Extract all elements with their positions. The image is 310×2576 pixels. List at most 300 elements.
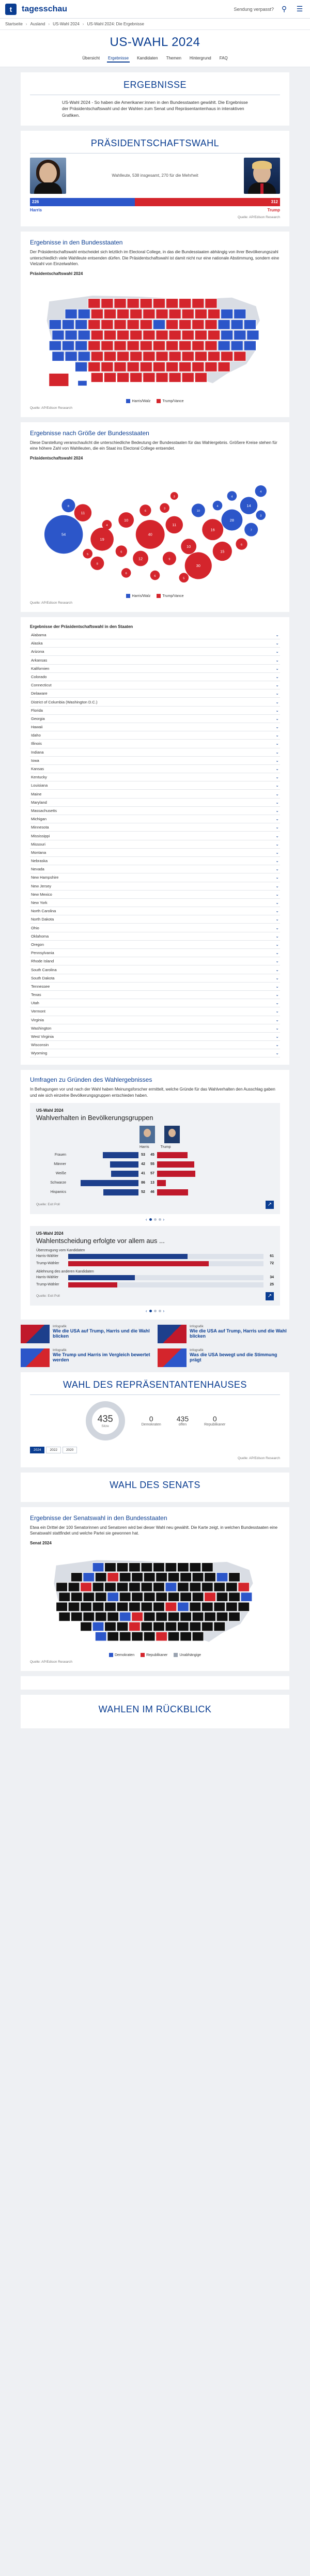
state-name: Connecticut xyxy=(31,683,52,688)
state-row[interactable] xyxy=(30,965,280,974)
graphic-title: Wahlverhalten in Bevölkerungsgruppen xyxy=(36,1113,153,1122)
house-title: WAHL DES REPRÄSENTANTENHAUSES xyxy=(30,1379,280,1395)
state-row[interactable] xyxy=(30,656,280,664)
presidential-title: PRÄSIDENTSCHAFTSWAHL xyxy=(30,138,280,154)
states-accordion xyxy=(30,631,280,1058)
dem-electoral-bar xyxy=(30,198,135,206)
state-row[interactable] xyxy=(30,815,280,823)
state-row[interactable] xyxy=(30,698,280,706)
survey-heading: Umfragen zu Gründen des Wahlergebnisses xyxy=(30,1076,152,1084)
state-row[interactable] xyxy=(30,665,280,673)
state-name: Rhode Island xyxy=(31,959,54,964)
demographic-row xyxy=(36,1170,274,1178)
state-shape xyxy=(56,1602,68,1611)
state-shape xyxy=(95,1592,106,1601)
state-shape xyxy=(119,1612,131,1621)
state-shape xyxy=(107,1573,119,1582)
state-row[interactable] xyxy=(30,781,280,790)
chevron-down-icon: ⌄ xyxy=(275,649,279,654)
state-row[interactable] xyxy=(30,681,280,689)
state-shape xyxy=(105,1562,116,1571)
motivation-bar-value: 34 xyxy=(270,1276,274,1280)
chevron-down-icon: ⌄ xyxy=(275,666,279,671)
state-row[interactable] xyxy=(30,1016,280,1024)
motivation-bar-label: Trump-Wähler xyxy=(36,1262,59,1266)
state-shape xyxy=(127,341,139,350)
rep-share-value: 45 xyxy=(150,1153,154,1157)
bubble-label: 16 xyxy=(210,527,215,532)
state-shape xyxy=(132,1573,143,1582)
state-shape xyxy=(231,341,243,350)
source-note: Quelle: AP/Edison Research xyxy=(237,215,280,219)
house-source: Quelle: AP/Edison Research xyxy=(237,1456,280,1460)
state-shape xyxy=(229,1592,240,1601)
state-row[interactable] xyxy=(30,983,280,991)
state-shape xyxy=(202,1622,213,1631)
chevron-down-icon: ⌄ xyxy=(275,841,279,847)
chevron-down-icon: ⌄ xyxy=(275,825,279,830)
state-row[interactable] xyxy=(30,865,280,873)
trump-mini-photo xyxy=(164,1126,180,1143)
state-shape xyxy=(165,1562,177,1571)
state-row[interactable] xyxy=(30,765,280,773)
state-shape xyxy=(117,373,129,382)
state-shape xyxy=(214,1622,225,1631)
chevron-left-icon[interactable]: ‹ xyxy=(145,1217,147,1222)
state-shape xyxy=(105,1583,116,1591)
bubble-label: 6 xyxy=(154,574,156,578)
state-shape xyxy=(144,1573,155,1582)
sub-navigation xyxy=(0,53,310,67)
brand-letter: t xyxy=(9,5,12,13)
state-name: Mississippi xyxy=(31,833,50,838)
teaser-card[interactable] xyxy=(158,1348,289,1367)
state-shape xyxy=(192,362,204,372)
state-shape xyxy=(141,1562,152,1571)
state-shape xyxy=(153,298,165,308)
state-shape xyxy=(78,309,90,319)
state-shape xyxy=(168,1592,179,1601)
bubble-label: 5 xyxy=(87,553,89,556)
dem-share-bar xyxy=(110,1161,138,1168)
subnav-background[interactable]: Hintergrund xyxy=(189,56,211,60)
state-name: Texas xyxy=(31,992,41,998)
carousel-dot[interactable] xyxy=(159,1218,161,1221)
share-icon[interactable]: ↗ xyxy=(266,1292,274,1300)
state-shape xyxy=(166,319,178,329)
state-shape xyxy=(91,309,103,319)
teaser-title: Wie die USA auf Trump, Harris und die Wahl blicken xyxy=(190,1328,287,1339)
state-row[interactable] xyxy=(30,915,280,924)
house-section xyxy=(21,1372,289,1467)
state-row[interactable] xyxy=(30,648,280,656)
state-row[interactable] xyxy=(30,707,280,715)
state-name: North Carolina xyxy=(31,909,56,914)
state-shape xyxy=(129,1602,141,1611)
state-shape xyxy=(140,298,152,308)
state-shape xyxy=(177,1622,189,1631)
state-name: New York xyxy=(31,900,48,905)
state-name: Idaho xyxy=(31,733,41,738)
carousel-dot[interactable] xyxy=(149,1218,152,1221)
bubble-label: 3 xyxy=(260,514,262,518)
motivation-bar-label: Trump-Wähler xyxy=(36,1283,59,1287)
state-shape xyxy=(75,362,87,372)
map-heading: Ergebnisse in den Bundesstaaten xyxy=(30,238,123,246)
state-shape xyxy=(92,1583,104,1591)
state-name: Wyoming xyxy=(31,1051,48,1056)
state-shape xyxy=(104,330,116,340)
state-name: Colorado xyxy=(31,674,47,679)
breadcrumb-item[interactable]: Startseite xyxy=(5,22,23,26)
state-row[interactable] xyxy=(30,790,280,798)
state-shape xyxy=(180,1632,192,1640)
state-row[interactable] xyxy=(30,849,280,857)
state-row[interactable] xyxy=(30,1024,280,1033)
state-row[interactable] xyxy=(30,999,280,1007)
bubble-label: 19 xyxy=(100,536,104,542)
state-name: Alaska xyxy=(31,641,43,646)
dem-share-value: 53 xyxy=(141,1153,145,1157)
state-row[interactable] xyxy=(30,924,280,932)
state-shape xyxy=(130,330,142,340)
tab-2024[interactable]: 2024 xyxy=(30,1447,44,1453)
state-shape xyxy=(129,1562,141,1571)
state-shape xyxy=(71,1612,82,1621)
state-shape xyxy=(117,351,129,361)
state-row[interactable] xyxy=(30,1041,280,1049)
graphic-source: Quelle: Exit Poll xyxy=(36,1294,60,1298)
state-row[interactable] xyxy=(30,723,280,731)
state-shape xyxy=(202,1562,213,1571)
state-shape xyxy=(234,351,246,361)
bubble-label: 11 xyxy=(172,523,177,528)
bubble-label: 4 xyxy=(260,490,262,494)
state-row[interactable] xyxy=(30,823,280,832)
senate-legend xyxy=(30,1653,280,1657)
chevron-down-icon: ⌄ xyxy=(275,875,279,880)
state-shape xyxy=(129,1583,141,1591)
chevron-down-icon: ⌄ xyxy=(275,892,279,897)
state-shape xyxy=(177,1583,189,1591)
senate-map-svg xyxy=(30,1547,280,1651)
state-row[interactable] xyxy=(30,1007,280,1016)
state-row[interactable] xyxy=(30,807,280,815)
state-name: Louisiana xyxy=(31,783,48,788)
menu-icon[interactable]: ☰ xyxy=(296,5,303,13)
state-row[interactable] xyxy=(30,891,280,899)
chevron-down-icon: ⌄ xyxy=(275,1034,279,1039)
state-shape xyxy=(130,373,142,382)
state-shape xyxy=(179,341,191,350)
state-shape xyxy=(238,1602,250,1611)
brand-logo[interactable] xyxy=(5,4,17,15)
state-shape xyxy=(104,373,116,382)
state-shape xyxy=(168,1612,179,1621)
state-row[interactable] xyxy=(30,639,280,648)
subnav-overview[interactable]: Übersicht xyxy=(82,56,100,60)
chevron-down-icon: ⌄ xyxy=(275,633,279,637)
teaser-kicker: Infografik xyxy=(53,1348,67,1352)
house-stat-dem: 0 Demokraten xyxy=(141,1415,161,1427)
states-list-title: Ergebnisse der Präsidentschaftswahl in den Staaten xyxy=(30,624,133,629)
rep-candidate-name: Trump xyxy=(267,207,280,212)
state-row[interactable] xyxy=(30,991,280,999)
chevron-down-icon: ⌄ xyxy=(275,800,279,805)
state-shape xyxy=(179,319,191,329)
teaser-card[interactable] xyxy=(21,1325,152,1343)
state-shape xyxy=(247,330,259,340)
chevron-down-icon: ⌄ xyxy=(275,909,279,914)
state-name: New Mexico xyxy=(31,892,52,897)
state-shape xyxy=(182,351,194,361)
bubble-label: 10 xyxy=(196,510,200,513)
state-name: Delaware xyxy=(31,691,48,696)
state-shape xyxy=(221,351,233,361)
state-name: Georgia xyxy=(31,716,45,721)
state-shape xyxy=(114,341,126,350)
retro-title: WAHLEN IM RÜCKBLICK xyxy=(98,1704,212,1714)
state-row[interactable] xyxy=(30,731,280,740)
state-shape xyxy=(218,319,230,329)
tab-2020[interactable]: 2020 xyxy=(63,1447,77,1453)
bubble-chart[interactable] xyxy=(30,463,280,592)
teaser-title: Wie Trump und Harris im Vergleich bewertet werden xyxy=(53,1352,150,1363)
teaser-card[interactable] xyxy=(158,1325,289,1343)
state-row[interactable] xyxy=(30,932,280,941)
state-shape xyxy=(192,298,204,308)
state-name: Maine xyxy=(31,791,42,796)
rep-share-value: 55 xyxy=(150,1162,154,1167)
state-row[interactable] xyxy=(30,631,280,639)
motivation-bar-row xyxy=(36,1275,274,1281)
state-shape xyxy=(169,351,181,361)
chevron-right-icon[interactable]: › xyxy=(163,1217,165,1222)
presidential-card xyxy=(21,131,289,226)
state-row[interactable] xyxy=(30,715,280,723)
chevron-down-icon: ⌄ xyxy=(275,833,279,838)
state-shape xyxy=(192,1632,204,1640)
state-name: Montana xyxy=(31,850,47,855)
state-row[interactable] xyxy=(30,840,280,849)
subnav-results[interactable]: Ergebnisse xyxy=(107,55,130,63)
brand-name[interactable]: tagesschau xyxy=(22,4,68,13)
state-shape xyxy=(83,1612,95,1621)
state-row[interactable] xyxy=(30,907,280,915)
state-shape xyxy=(169,309,181,319)
state-row[interactable] xyxy=(30,957,280,965)
state-row[interactable] xyxy=(30,899,280,907)
state-shape xyxy=(75,341,87,350)
state-shape xyxy=(68,1583,80,1591)
rep-share-value: 13 xyxy=(150,1181,154,1185)
bubble-label: 6 xyxy=(125,572,127,576)
state-row[interactable] xyxy=(30,941,280,949)
teaser-card[interactable] xyxy=(21,1348,152,1367)
chevron-down-icon: ⌄ xyxy=(275,900,279,905)
state-shape xyxy=(216,1573,228,1582)
chevron-left-icon[interactable]: ‹ xyxy=(145,1308,147,1313)
bubble-text: Diese Darstellung veranschaulicht die unterschiedliche Bedeutung der Bundesstaaten für das Wahlergebnis. Größere Kreise stehen für eine höhere Zahl von Wahlleuten, die ein Staat ins Electoral College entsendet. xyxy=(30,440,277,451)
state-shape xyxy=(81,1622,92,1631)
state-shape xyxy=(107,1592,119,1601)
state-shape xyxy=(117,1622,128,1631)
state-shape xyxy=(95,1573,106,1582)
state-row[interactable] xyxy=(30,748,280,757)
breadcrumb-item[interactable]: US-Wahl 2024 xyxy=(53,22,80,26)
state-shape xyxy=(218,362,230,372)
state-shape xyxy=(195,373,207,382)
state-shape xyxy=(119,1573,131,1582)
state-shape xyxy=(91,351,103,361)
state-shape xyxy=(83,1592,95,1601)
chevron-down-icon: ⌄ xyxy=(275,850,279,855)
state-name: Nebraska xyxy=(31,858,48,864)
state-shape xyxy=(244,319,256,329)
legend-item-rep: Trump/Vance xyxy=(157,399,183,403)
teaser-kicker: Infografik xyxy=(190,1324,204,1328)
state-shape xyxy=(166,298,178,308)
motivation-group-heading: Ablehnung des anderen Kandidaten xyxy=(36,1269,94,1274)
us-results-map[interactable] xyxy=(30,278,280,397)
carousel-dot[interactable] xyxy=(154,1310,157,1312)
bubble-label: 54 xyxy=(61,532,66,537)
state-row[interactable] xyxy=(30,857,280,865)
state-shape xyxy=(229,1612,240,1621)
state-row[interactable] xyxy=(30,773,280,781)
tab-2022[interactable]: 2022 xyxy=(46,1447,60,1453)
state-shape xyxy=(156,1632,167,1640)
state-shape xyxy=(156,1573,167,1582)
state-shape xyxy=(62,341,74,350)
state-name: Alabama xyxy=(31,633,47,637)
state-shape xyxy=(190,1583,201,1591)
senate-text: Etwa ein Drittel der 100 Senatorinnen und Senatoren wird bei dieser Wahl neu gewählt. Die Karte zeigt, in welchen Bundesstaaten eine Senatswahl stattfindet und welche Partei sie gewonnen hat. xyxy=(30,1525,278,1536)
senate-map[interactable] xyxy=(30,1547,280,1651)
state-row[interactable] xyxy=(30,689,280,698)
senate-title: WAHL DES SENATS xyxy=(110,1479,200,1490)
state-shape xyxy=(59,1612,70,1621)
state-shape xyxy=(156,1612,167,1621)
house-stat-open: 435 offen xyxy=(176,1415,189,1427)
state-name: District of Columbia (Washington D.C.) xyxy=(31,699,98,704)
state-row[interactable] xyxy=(30,740,280,748)
state-name: South Dakota xyxy=(31,975,55,980)
chevron-down-icon: ⌄ xyxy=(275,699,279,704)
state-row[interactable] xyxy=(30,673,280,681)
results-title: ERGEBNISSE xyxy=(30,80,280,95)
chevron-right-icon[interactable]: › xyxy=(163,1308,165,1313)
subnav-topics[interactable]: Themen xyxy=(166,56,181,60)
state-shape xyxy=(144,1632,155,1640)
legend-item-dem: Harris/Walz xyxy=(126,399,150,403)
state-shape xyxy=(214,1583,225,1591)
state-row[interactable] xyxy=(30,1049,280,1057)
state-name: Tennessee xyxy=(31,984,50,989)
senate-heading: Ergebnisse der Senatswahl in den Bundesstaaten xyxy=(30,1514,167,1522)
results-intro xyxy=(21,72,289,126)
state-shape xyxy=(156,330,168,340)
bubble-svg xyxy=(30,463,280,592)
state-shape xyxy=(241,1592,252,1601)
state-shape xyxy=(105,1602,116,1611)
chevron-down-icon: ⌄ xyxy=(275,817,279,822)
state-name: Oklahoma xyxy=(31,933,49,939)
state-shape xyxy=(129,1622,141,1631)
chevron-down-icon: ⌄ xyxy=(275,766,279,771)
state-shape xyxy=(65,351,77,361)
search-icon[interactable]: ⚲ xyxy=(281,5,287,13)
teaser-thumbnail xyxy=(158,1325,187,1343)
dem-share-value: 52 xyxy=(141,1190,145,1194)
subnav-candidates[interactable]: Kandidaten xyxy=(137,56,158,60)
state-shape xyxy=(244,341,256,350)
map-section xyxy=(21,232,289,417)
motivation-bar xyxy=(68,1275,135,1280)
state-shape xyxy=(141,1583,152,1591)
teaser-kicker: Infografik xyxy=(53,1324,67,1328)
subnav-faq[interactable]: FAQ xyxy=(219,56,228,60)
carousel-dot[interactable] xyxy=(149,1310,152,1312)
state-shape xyxy=(101,298,113,308)
breadcrumb-item[interactable]: Ausland xyxy=(30,22,45,26)
state-shape xyxy=(153,362,165,372)
state-shape xyxy=(168,1632,179,1640)
bubble-label: 8 xyxy=(67,504,70,508)
chevron-down-icon: ⌄ xyxy=(275,741,279,746)
state-shape xyxy=(95,1632,106,1640)
chevron-down-icon: ⌄ xyxy=(275,775,279,780)
demographic-label: Männer xyxy=(54,1162,66,1167)
state-shape xyxy=(216,1612,228,1621)
state-shape xyxy=(119,1592,131,1601)
demographics-graphic xyxy=(30,1103,280,1214)
state-shape xyxy=(156,1592,167,1601)
chevron-down-icon: ⌄ xyxy=(275,758,279,763)
state-row[interactable] xyxy=(30,799,280,807)
state-row[interactable] xyxy=(30,949,280,957)
share-icon[interactable]: ↗ xyxy=(266,1201,274,1209)
chevron-down-icon: ⌄ xyxy=(275,733,279,738)
state-row[interactable] xyxy=(30,873,280,882)
state-shape xyxy=(52,330,64,340)
state-shape xyxy=(88,362,100,372)
missed-show-link[interactable]: Sendung verpasst? xyxy=(234,6,274,12)
map-chart-label: Präsidentschaftswahl 2024 xyxy=(30,271,83,276)
carousel-dot[interactable] xyxy=(154,1218,157,1221)
state-shape xyxy=(117,1562,128,1571)
state-name: Nevada xyxy=(31,867,44,872)
house-total-label: Sitze xyxy=(101,1424,109,1428)
state-name: Oregon xyxy=(31,942,44,947)
state-shape xyxy=(192,341,204,350)
state-row[interactable] xyxy=(30,1033,280,1041)
state-shape xyxy=(192,1612,204,1621)
state-row[interactable] xyxy=(30,832,280,840)
state-name: Pennsylvania xyxy=(31,950,54,956)
motivation-group-heading: Überzeugung vom Kandidaten xyxy=(36,1248,85,1252)
carousel-dot[interactable] xyxy=(159,1310,161,1312)
state-shape xyxy=(143,373,155,382)
chevron-down-icon: ⌄ xyxy=(275,942,279,947)
state-row[interactable] xyxy=(30,882,280,891)
electoral-bar xyxy=(30,198,280,206)
state-row[interactable] xyxy=(30,757,280,765)
state-row[interactable] xyxy=(30,974,280,983)
state-shape xyxy=(68,1602,80,1611)
map-source: Quelle: AP/Edison Research xyxy=(30,406,73,410)
harris-photo xyxy=(30,158,66,194)
